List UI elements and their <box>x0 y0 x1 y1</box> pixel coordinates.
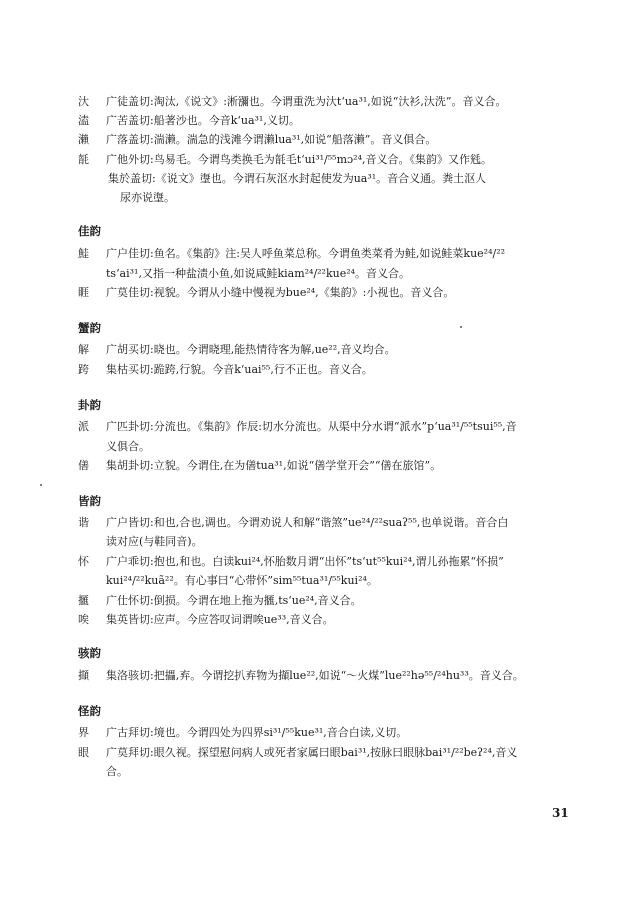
section-heading: 皆韵 <box>78 494 101 508</box>
entry-text: 广莫佳切:视貌。今谓从小缝中慢视为bue²⁴,《集韵》:小视也。音义合。 <box>106 286 455 299</box>
headword: 毻 <box>78 153 89 166</box>
headword: 谐 <box>78 516 89 529</box>
entry-line <box>78 666 578 685</box>
headword: 派 <box>78 420 89 433</box>
entry-line <box>78 743 578 762</box>
entry-line <box>78 723 578 742</box>
headword: 怀 <box>78 555 89 568</box>
headword: 鮭 <box>78 247 89 260</box>
headword: 眼 <box>78 746 89 759</box>
entry-line <box>78 92 578 111</box>
entry-text: 广莫拜切:眼久视。探望慰问病人或死者家属曰眼bai³¹,按脉曰眼脉bai³¹/²²beʔ²⁴,音义 <box>106 746 518 759</box>
entry-line <box>78 283 578 302</box>
entry-line <box>78 340 578 359</box>
entry-text: 集胡卦切:立貌。今谓住,在为僐tua³¹,如说“僐学堂开会”“僐在旅馆”。 <box>106 459 442 472</box>
entry-line <box>78 111 578 130</box>
page-number: 31 <box>552 806 569 820</box>
entry-line <box>78 417 578 436</box>
entry-text: 广胡买切:晓也。今谓晓理,能热情待客为解,ue²²,音义均合。 <box>106 343 396 356</box>
entry-text: 广仕怀切:倒损。今谓在地上拖为擓,tsʻue²⁴,音义合。 <box>106 594 362 607</box>
headword: 跨 <box>78 363 89 376</box>
entry-line <box>78 244 578 263</box>
entry-continuation: 义俱合。 <box>106 440 150 453</box>
entry-continuation: kui²⁴/²²kuã²²。有心事曰“心带怀”sim⁵⁵tua³¹/⁵⁵kui²⁴。 <box>106 574 378 587</box>
entry-continuation: 集於盖切:《说文》塰也。今谓石灰沤水封起使发为ua³¹。音合义通。粪土沤人 <box>108 172 487 185</box>
entry-text: 广户佳切:鱼名。《集韵》注:吴人呼鱼菜总称。今谓鱼类菜肴为鲑,如说鲑菜kue²⁴/²² <box>106 247 506 260</box>
entry-continuation: 读对应(与鞋同音)。 <box>106 535 203 548</box>
entry-text: 广落盖切:湍濑。湍急的浅滩今谓濑lua³¹,如说“船落濑”。音义俱合。 <box>106 133 437 146</box>
entry-line <box>78 360 578 379</box>
entry-text: 广苦盖切:船著沙也。今音kʻua³¹,义切。 <box>106 114 300 127</box>
entry-text: 广他外切:鸟易毛。今谓鸟类换毛为毻毛tʻui³¹/⁵⁵mɔ²⁴,音义合。《集韵》又作毤。 <box>106 153 492 166</box>
entry-text: 广户皆切:和也,合也,调也。今谓劝说人和解“谐煞”ue²⁴/²²suaʔ⁵⁵,也单说谐。音合白 <box>106 516 509 529</box>
headword: 汏 <box>78 95 89 108</box>
entry-line <box>78 150 578 169</box>
section-heading: 卦韵 <box>78 398 101 412</box>
section-heading: 怪韵 <box>78 704 101 718</box>
headword: 睚 <box>78 286 89 299</box>
scan-speck <box>40 484 42 486</box>
headword: 溘 <box>78 114 89 127</box>
headword: 界 <box>78 726 89 739</box>
entry-line <box>78 610 578 629</box>
entry-text: 集英皆切:应声。今应答叹词谓唉ue³³,音义合。 <box>106 613 334 626</box>
headword: 擷 <box>78 669 89 682</box>
entry-text: 广匹卦切:分流也。《集韵》作辰:切水分流也。从渠中分水谓“派水”pʻua³¹/⁵⁵tsui⁵⁵,音 <box>106 420 517 433</box>
headword: 瀨 <box>78 133 89 146</box>
entry-continuation: 尿亦说塰。 <box>120 191 175 204</box>
entry-text: 集洛骇切:把攂,弃。今谓挖扒弃物为擷lue²²,如说“～火煤”lue²²hə⁵⁵/²⁴hu³³。音义合。 <box>106 669 524 682</box>
headword: 唉 <box>78 613 89 626</box>
entry-text: 广古拜切:境也。今谓四处为四界si³¹/⁵⁵kue³¹,音合白读,义切。 <box>106 726 408 739</box>
entry-line <box>78 456 578 475</box>
entry-continuation: 合。 <box>106 765 128 778</box>
headword: 解 <box>78 343 89 356</box>
entry-line <box>78 130 578 149</box>
section-heading: 骇韵 <box>78 646 101 660</box>
section-heading: 佳韵 <box>78 224 101 238</box>
entry-text: 集枯买切:跪跨,行貌。今音kʻuai⁵⁵,行不正也。音义合。 <box>106 363 373 376</box>
entry-line <box>78 591 578 610</box>
entry-continuation: tsʻai³¹,又指一种盐渍小鱼,如说咸鲑kiam²⁴/²²kue²⁴。音义合。 <box>106 267 411 280</box>
scan-speck <box>460 326 462 328</box>
headword: 擓 <box>78 594 89 607</box>
headword: 僐 <box>78 459 89 472</box>
entry-line <box>78 513 578 532</box>
section-heading: 蟹韵 <box>78 321 101 335</box>
entry-line <box>78 552 578 571</box>
entry-text: 广徒盖切:淘汰,《说文》:淅瀰也。今谓重洗为汏tʻua³¹,如说“汏衫,汏洗”。音义合。 <box>106 95 507 108</box>
entry-text: 广户乖切:抱也,和也。白读kui²⁴,怀胎数月谓“出怀”tsʻut⁵⁵kui²⁴,谓儿孙拖累“怀损” <box>106 555 504 568</box>
